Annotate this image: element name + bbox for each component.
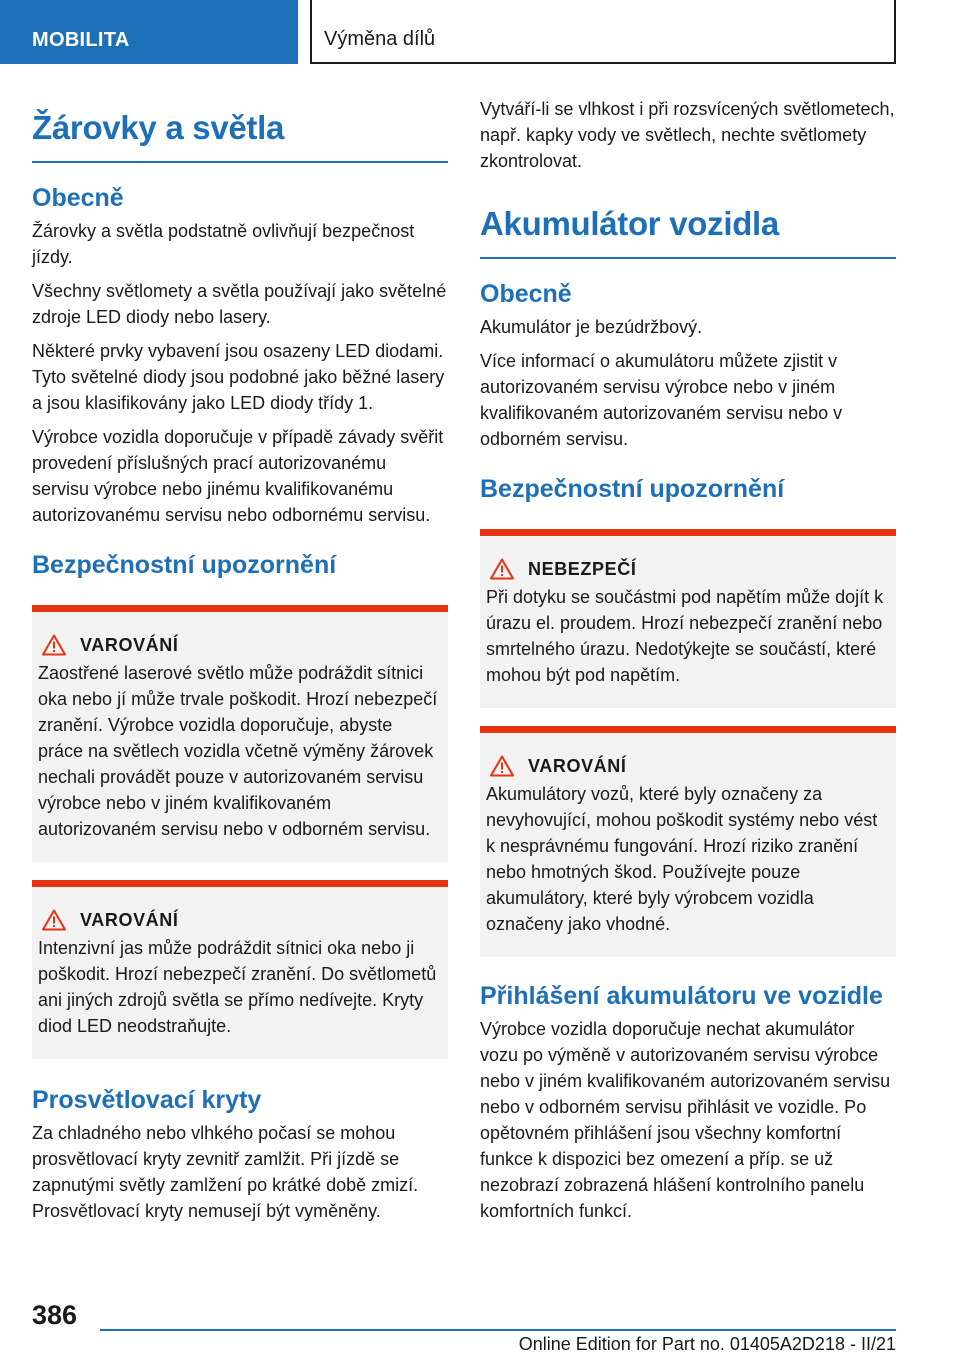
- battery-general-heading: Obecně: [480, 279, 572, 308]
- warning-box: [32, 605, 448, 862]
- lights-general-heading: Obecně: [32, 183, 124, 212]
- paragraph: Vytváří-li se vlhkost i při rozsvícených světlometech, např. kapky vody ve světlech, nechte světlomety zkontrolovat.: [480, 99, 895, 171]
- warning-triangle-icon: [490, 755, 514, 777]
- section-tab: [0, 0, 298, 64]
- battery-title: Akumulátor vozidla: [480, 205, 779, 242]
- warning-text: Intenzivní jas může podráždit sítnici oka nebo ji poškodit. Hrozí nebezpečí zranění. Do světlometů ani jiných zdrojů světla se přímo nedívejte. Kryty diod LED neodstraňujte.: [38, 938, 437, 1037]
- paragraph: Výrobce vozidla doporučuje nechat akumulátor vozu po výměně v autorizovaném servisu výrobce nebo v jiném kvalifikovaném autorizovaném servisu nebo v odborném servisu přihlásit ve vozidle. Po opětovném přihlášení jsou všechny komfortní funkce k dispozici bez omezení a příp. se už nezobrazí zobrazená hlášení kontrolního panelu komfortních funkcí.: [480, 1019, 891, 1222]
- title-rule: [480, 257, 896, 259]
- danger-box: [480, 529, 896, 708]
- paragraph: Akumulátor je bezúdržbový.: [480, 316, 703, 337]
- danger-title: NEBEZPEČÍ: [528, 558, 637, 579]
- page-number: 386: [32, 1300, 78, 1330]
- paragraph: Žárovky a světla podstatně ovlivňují bezpečnost jízdy.: [32, 220, 415, 267]
- warning-title: VAROVÁNÍ: [80, 909, 179, 930]
- chapter-header-divider: [310, 0, 312, 64]
- warning-box: [32, 880, 448, 1059]
- right-column: [480, 96, 896, 1232]
- section-label: MOBILITA: [32, 29, 130, 51]
- left-column: [32, 96, 448, 1232]
- registration-heading: Přihlášení akumulátoru ve vozidle: [480, 982, 883, 1011]
- covers-heading: Prosvětlovací kryty: [32, 1086, 262, 1115]
- battery-safety-heading: Bezpečnostní upozornění: [480, 474, 785, 503]
- paragraph: Za chladného nebo vlhkého počasí se mohou prosvětlovací kryty zevnitř zamlžit. Při jízdě se zapnutými světly zamlžení po krátké době zmizí. Prosvětlovací kryty nemusejí být vyměněny.: [32, 1123, 419, 1222]
- paragraph: Více informací o akumulátoru můžete zjistit v autorizovaném servisu výrobce nebo v jiném kvalifikovaném autorizovaném servisu nebo v odborném servisu.: [480, 350, 843, 449]
- chapter-title: Výměna dílů: [324, 28, 436, 50]
- warning-box: [480, 726, 896, 957]
- lights-safety-heading: Bezpečnostní upozornění: [32, 550, 337, 579]
- warning-text: Zaostřené laserové světlo může podráždit sítnici oka nebo jí může trvale poškodit. Hrozí nebezpečí zranění. Výrobce vozidla doporučuje, abyste práce na světlech vozidla včetně výměny žárovek nechali provádět pouze v autorizovaném servisu výrobce nebo v jiném kvalifikovaném autorizovaném servisu nebo v odborném servisu.: [38, 663, 438, 840]
- lights-title: Žárovky a světla: [32, 109, 285, 146]
- warning-text: Akumulátory vozů, které byly označeny za nevyhovující, mohou poškodit systémy nebo vést k nesprávnému fungování. Hrozí riziko zranění nebo hmotných škod. Používejte pouze akumulátory, které byly výrobcem vozidla označeny jako vhodné.: [486, 784, 878, 935]
- paragraph: Výrobce vozidla doporučuje v případě závady svěřit provedení příslušných prací autorizovanému servisu výrobce nebo jinému kvalifikovanému autorizovanému servisu nebo odbornému servisu.: [32, 426, 444, 525]
- warning-title: VAROVÁNÍ: [80, 634, 179, 655]
- warning-title: VAROVÁNÍ: [528, 755, 627, 776]
- warning-triangle-icon: [42, 634, 66, 656]
- footer-rule: [100, 1329, 896, 1331]
- warning-triangle-icon: [490, 558, 514, 580]
- title-rule: [32, 161, 448, 163]
- paragraph: Všechny světlomety a světla používají jako světelné zdroje LED diody nebo lasery.: [32, 280, 447, 327]
- edition-text: Online Edition for Part no. 01405A2D218 - II/21: [518, 1334, 896, 1354]
- warning-triangle-icon: [42, 909, 66, 931]
- paragraph: Některé prvky vybavení jsou osazeny LED diodami. Tyto světelné diody jsou podobné jako běžné lasery a jsou klasifikovány jako LED diody třídy 1.: [32, 340, 445, 413]
- danger-text: Při dotyku se součástmi pod napětím může dojít k úrazu el. proudem. Hrozí nebezpečí zranění nebo smrtelného úrazu. Nedotýkejte se součástí, které mohou být pod napětím.: [486, 587, 884, 686]
